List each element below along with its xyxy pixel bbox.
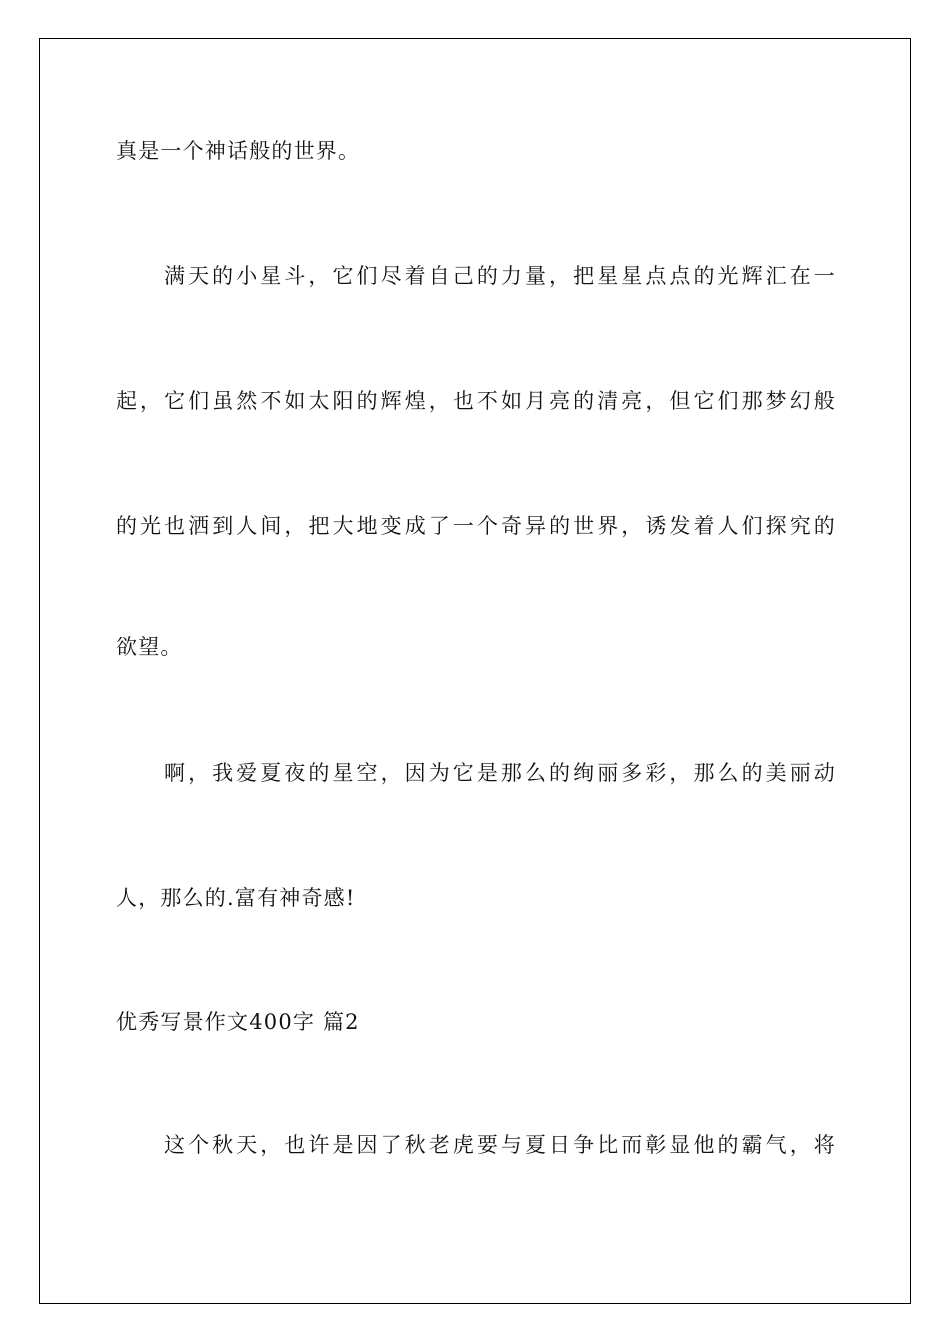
paragraph-line: 人，那么的.富有神奇感! — [116, 886, 356, 910]
text-line: 真是一个神话般的世界。 — [116, 139, 361, 163]
paragraph-line: 啊，我爱夏夜的星空，因为它是那么的绚丽多彩，那么的美丽动 — [164, 761, 836, 785]
paragraph-line: 这个秋天，也许是因了秋老虎要与夏日争比而彰显他的霸气，将 — [164, 1133, 836, 1157]
section-heading: 优秀写景作文400字 篇2 — [116, 1010, 360, 1034]
paragraph-line: 欲望。 — [116, 635, 183, 659]
paragraph-line: 的光也洒到人间，把大地变成了一个奇异的世界，诱发着人们探究的 — [116, 514, 836, 538]
paragraph-line: 满天的小星斗，它们尽着自己的力量，把星星点点的光辉汇在一 — [164, 264, 836, 288]
page-border — [39, 38, 911, 1304]
paragraph-line: 起，它们虽然不如太阳的辉煌，也不如月亮的清亮，但它们那梦幻般 — [116, 389, 836, 413]
